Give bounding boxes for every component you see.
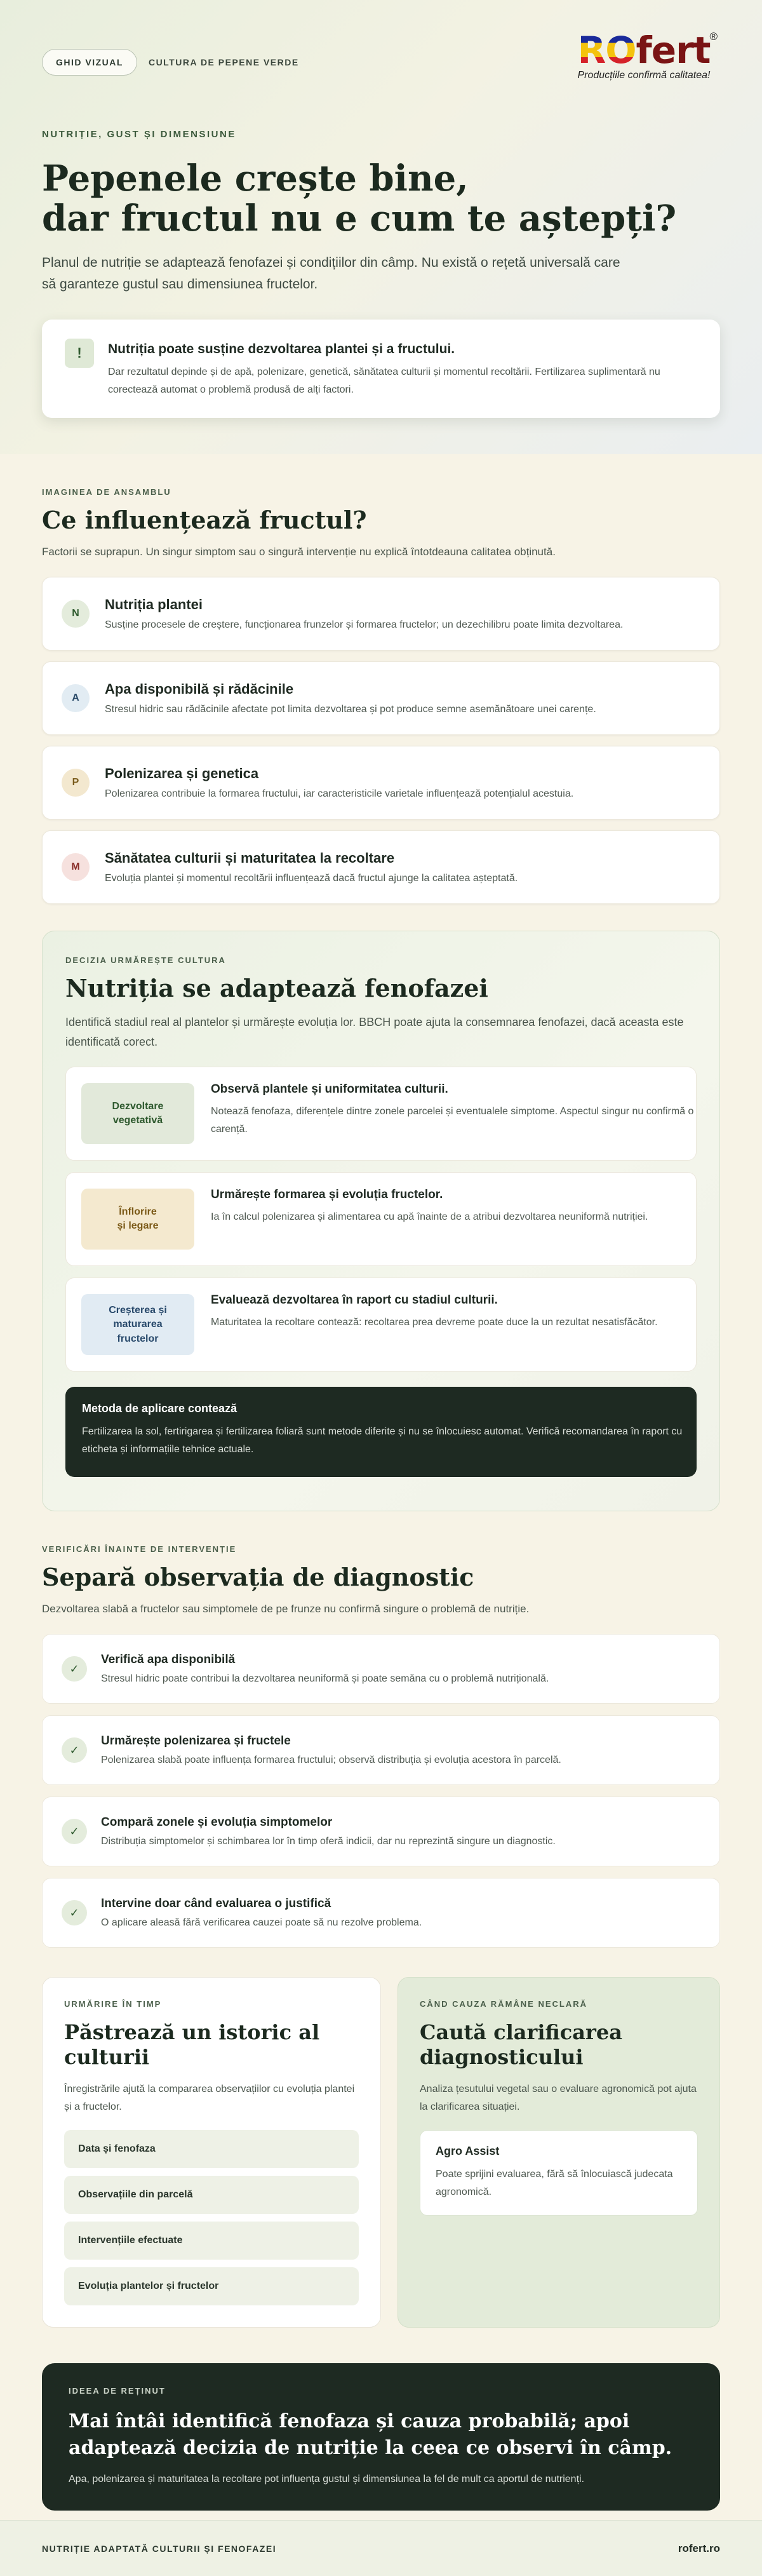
method-title: Metoda de aplicare contează (82, 1402, 237, 1415)
check-content (101, 1897, 422, 1929)
diagnostic-eyebrow: VERIFICĂRI ÎNAINTE DE INTERVENȚIE (42, 1544, 237, 1554)
stage-label-line: fructelor (117, 1333, 159, 1344)
stage-label-line: și legare (117, 1220, 159, 1232)
factor-letter-badge: P (62, 769, 90, 797)
factor-card-water (42, 661, 720, 735)
factor-title: Nutriția plantei (105, 597, 203, 613)
factor-letter-badge: A (62, 684, 90, 712)
stage-label-line: vegetativă (112, 1115, 163, 1126)
stage-label (81, 1294, 194, 1355)
history-card (42, 1977, 381, 2328)
check-list (42, 1634, 720, 1948)
method-text: Fertilizarea la sol, fertirigarea și fertilizarea foliară sunt metode diferite și nu se înlocuiesc automat. Verifică recomandarea în raport cu eticheta și informațiile tehnice actuale. (82, 1426, 683, 1455)
history-item: Observațiile din parcelă (64, 2176, 359, 2214)
check-text: O aplicare aleasă fără verificarea cauzei poate să nu rezolve problema. (101, 1917, 422, 1929)
check-card-zones (42, 1797, 720, 1866)
stage-label-line: maturarea (113, 1319, 163, 1330)
stage-card-maturation (65, 1278, 697, 1372)
stage-label-line: Înflorire (119, 1206, 157, 1217)
logo-registered-mark: ® (709, 30, 718, 43)
top-bar (42, 29, 720, 81)
takeaway-title: Mai întâi identifică fenofaza și cauza probabilă; apoi adaptează decizia de nutriție la ceea ce observi în câmp. (69, 2410, 672, 2459)
stage-text: Notează fenofaza, diferențele dintre zonele parcelei și eventualele simptome. Aspectul singur nu confirmă o carență. (211, 1106, 694, 1135)
factor-text: Stresul hidric sau rădăcinile afectate pot limita dezvoltarea și pot produce semne asemănătoare unei carențe. (105, 704, 596, 715)
stage-text: Ia în calcul polenizarea și alimentarea cu apă înainte de a atribui dezvoltarea neuniformă nutriției. (211, 1211, 648, 1223)
check-content (101, 1653, 549, 1685)
factor-card-pollination (42, 746, 720, 819)
alert-title: Nutriția poate susține dezvoltarea plantei și a fructului. (108, 341, 455, 356)
factor-card-health (42, 830, 720, 904)
factor-text: Polenizarea contribuie la formarea fructului, iar caracteristicile varietale influențează potențialul acestuia. (105, 788, 574, 800)
logo-ro: RO (577, 29, 636, 72)
factor-content (105, 681, 596, 715)
stage-label-line: Creșterea și (109, 1304, 167, 1316)
factor-content (105, 765, 573, 800)
check-text: Distribuția simptomelor și schimbarea lor în timp oferă indicii, dar nu reprezintă singure un diagnostic. (101, 1836, 556, 1847)
agro-assist-text: Poate sprijini evaluarea, fără să înlocuiască judecata agronomică. (436, 2169, 673, 2198)
overview-eyebrow: IMAGINEA DE ANSAMBLU (42, 487, 171, 497)
hero-title (42, 159, 720, 238)
phenology-lead: Identifică stadiul real al plantelor și urmărește evoluția lor. BBCH poate ajuta la consemnarea fenofazei, dacă aceasta este identificată corect. (65, 1016, 684, 1048)
stage-label-line: Dezvoltare (112, 1100, 164, 1112)
clarify-title: Caută clarificarea diagnosticului (420, 2020, 622, 2069)
alert-content (108, 339, 697, 399)
history-item: Evoluția plantelor și fructelor (64, 2267, 359, 2305)
stage-content (211, 1082, 700, 1138)
logo-tagline: Producțiile confirmă calitatea! (577, 70, 711, 81)
factor-title: Polenizarea și genetica (105, 765, 259, 782)
clarify-card (398, 1977, 720, 2328)
check-card-pollination (42, 1715, 720, 1785)
factor-text: Susține procesele de creștere, funcționarea frunzelor și formarea fructelor; un dezechilibru poate limita dezvoltarea. (105, 619, 624, 631)
stage-list (65, 1067, 697, 1372)
overview-lead: Factorii se suprapun. Un singur simptom sau o singură intervenție nu explică întotdeauna calitatea obținută. (42, 546, 556, 558)
check-text: Stresul hidric poate contribui la dezvoltarea neuniformă și poate semăna cu o problemă nutrițională. (101, 1673, 549, 1685)
phenology-panel (42, 931, 720, 1511)
overview-title: Ce influențează fructul? (42, 506, 367, 534)
logo-fert: fert (636, 29, 711, 72)
stage-text: Maturitatea la recoltare contează: recoltarea prea devreme poate duce la un rezultat nesatisfăcător. (211, 1317, 658, 1328)
checkmark-icon: ✓ (62, 1900, 87, 1925)
clarify-lead: Analiza țesutului vegetal sau o evaluare agronomică pot ajuta la clarificarea situației. (420, 2084, 697, 2113)
stage-label (81, 1083, 194, 1144)
hero-eyebrow: NUTRIȚIE, GUST ȘI DIMENSIUNE (42, 129, 236, 140)
check-title: Verifică apa disponibilă (101, 1653, 236, 1667)
factor-letter-badge: M (62, 853, 90, 881)
footer-website-link[interactable]: rofert.ro (678, 2542, 720, 2554)
history-item: Data și fenofaza (64, 2130, 359, 2168)
top-bar-left (42, 49, 299, 76)
check-content (101, 1734, 561, 1766)
factor-card-nutrition (42, 577, 720, 651)
factor-list (42, 577, 720, 904)
history-eyebrow: URMĂRIRE ÎN TIMP (64, 1999, 162, 2009)
overview-section (0, 454, 762, 904)
rofert-logo[interactable] (568, 29, 720, 81)
checkmark-icon: ✓ (62, 1656, 87, 1682)
check-content (101, 1816, 556, 1847)
history-title: Păstrează un istoric al culturii (64, 2020, 320, 2069)
check-card-water (42, 1634, 720, 1704)
diagnostic-lead: Dezvoltarea slabă a fructelor sau simptomele de pe frunze nu confirmă singure o problemă de nutriție. (42, 1603, 530, 1615)
check-title: Urmărește polenizarea și fructele (101, 1734, 291, 1748)
phenology-title: Nutriția se adaptează fenofazei (65, 974, 488, 1003)
stage-title: Urmărește formarea și evoluția fructelor. (211, 1188, 443, 1202)
takeaway-text: Apa, polenizarea și maturitatea la recoltare pot influența gustul și dimensiunea la fel de mult ca aportul de nutrienți. (69, 2474, 585, 2485)
check-title: Compară zonele și evoluția simptomelor (101, 1816, 333, 1830)
takeaway-eyebrow: IDEEA DE REȚINUT (69, 2386, 166, 2396)
check-card-intervene (42, 1878, 720, 1948)
exclamation-icon: ! (65, 339, 94, 368)
history-lead: Înregistrările ajută la compararea observațiilor cu evoluția plantei și a fructelor. (64, 2084, 355, 2113)
history-item: Intervențiile efectuate (64, 2222, 359, 2260)
factor-text: Evoluția plantei și momentul recoltării influențează dacă fructul ajunge la calitatea așteptată. (105, 873, 518, 884)
logo-wordmark (568, 29, 720, 72)
factor-letter-badge: N (62, 600, 90, 628)
diagnostic-section (0, 1511, 762, 1948)
crop-subtitle: CULTURA DE PEPENE VERDE (148, 57, 299, 67)
stage-card-vegetative (65, 1067, 697, 1161)
alert-card (42, 320, 720, 418)
stage-title: Observă plantele și uniformitatea culturii. (211, 1082, 448, 1096)
diagnostic-title: Separă observația de diagnostic (42, 1563, 474, 1592)
check-title: Intervine doar când evaluarea o justifică (101, 1897, 331, 1911)
guide-badge: GHID VIZUAL (42, 49, 137, 76)
stage-content (211, 1188, 700, 1226)
footer-caption: NUTRIȚIE ADAPTATĂ CULTURII ȘI FENOFAZEI (42, 2543, 277, 2554)
two-column-section (0, 1977, 762, 2328)
stage-label (81, 1189, 194, 1250)
factor-content (105, 850, 518, 884)
hero-section (0, 0, 762, 454)
factor-content (105, 597, 623, 631)
footer (0, 2520, 762, 2576)
checkmark-icon: ✓ (62, 1737, 87, 1763)
factor-title: Apa disponibilă și rădăcinile (105, 681, 294, 698)
hero-title-line1: Pepenele crește bine, (42, 158, 469, 199)
agro-assist-card (420, 2130, 698, 2216)
stage-content (211, 1293, 700, 1332)
takeaway-panel (42, 2363, 720, 2511)
agro-assist-title: Agro Assist (436, 2145, 500, 2158)
check-text: Polenizarea slabă poate influența formarea fructului; observă distribuția și evoluția acestora în parcelă. (101, 1755, 561, 1766)
hero-title-line2: dar fructul nu e cum te aștepți? (42, 197, 677, 239)
stage-card-flowering (65, 1172, 697, 1266)
method-callout (65, 1387, 697, 1477)
factor-title: Sănătatea culturii și maturitatea la recoltare (105, 850, 395, 867)
phenology-eyebrow: DECIZIA URMĂREȘTE CULTURA (65, 955, 226, 966)
stage-title: Evaluează dezvoltarea în raport cu stadiul culturii. (211, 1293, 498, 1307)
history-list (64, 2130, 359, 2305)
checkmark-icon: ✓ (62, 1819, 87, 1844)
alert-text: Dar rezultatul depinde și de apă, polenizare, genetică, sănătatea culturii și momentul recoltării. Fertilizarea suplimentară nu corectează automat o problemă produsă de alți factori. (108, 366, 660, 395)
clarify-eyebrow: CÂND CAUZA RĂMÂNE NECLARĂ (420, 1999, 588, 2009)
hero-lead: Planul de nutriție se adaptează fenofazei și condițiilor din câmp. Nu există o rețetă universală care să garanteze gustul sau dimensiunea fructelor. (42, 255, 620, 292)
